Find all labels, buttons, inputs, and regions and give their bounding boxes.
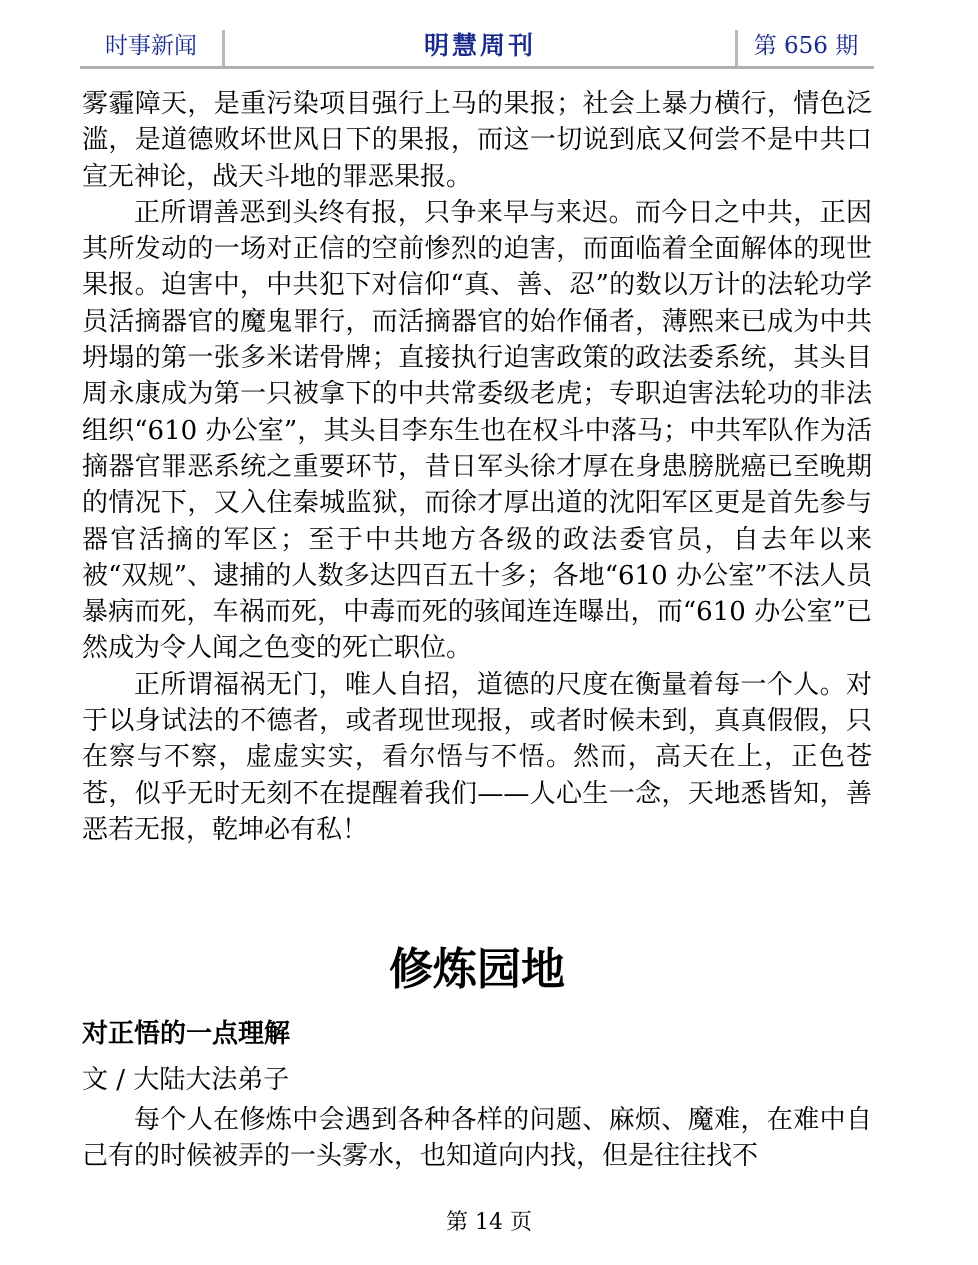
section-heading: 修炼园地	[389, 944, 565, 995]
article-body-2	[82, 1102, 872, 1175]
article-title: 对正悟的一点理解	[82, 1019, 291, 1049]
paragraph: 正所谓福祸无门，唯人自招，道德的尺度在衡量着每一个人。对于以身试法的不德者，或者现世现报，或者时候未到，真真假假，只在察与不察，虚虚实实，看尔悟与不悟。然而，高天在上，正色苍苍，似乎无时无刻不在提醒着我们——人心生一念，天地悉皆知，善恶若无报，乾坤必有私！	[82, 669, 872, 845]
page-header	[80, 30, 874, 70]
page-number: 第 14 页	[446, 1210, 532, 1235]
header-section-label: 时事新闻	[80, 30, 225, 66]
paragraph: 正所谓善恶到头终有报，只争来早与来迟。而今日之中共，正因其所发动的一场对正信的空前惨烈的迫害，而面临着全面解体的现世果报。迫害中，中共犯下对信仰“真、善、忍”的数以万计的法轮功学员活摘器官的魔鬼罪行，而活摘器官的始作俑者，薄熙来已成为中共坍塌的第一张多米诺骨牌；直接执行迫害政策的政法委系统，其头目周永康成为第一只被拿下的中共常委级老虎；专职迫害法轮功的非法组织“610 办公室”，其头目李东生也在权斗中落马；中共军队作为活摘器官罪恶系统之重要环节，昔日军头徐才厚在身患膀胱癌已至晚期的情况下，又入住秦城监狱，而徐才厚出道的沈阳军区更是首先参与器官活摘的军区；至于中共地方各级的政法委官员，自去年以来被“双规”、逮捕的人数多达四百五十多；各地“610 办公室”不法人员暴病而死，车祸而死，中毒而死的骇闻连连曝出，而“610 办公室”已然成为令人闻之色变的死亡职位。	[82, 197, 872, 664]
header-publication-title: 明慧周刊	[423, 31, 536, 60]
article-author: 文 / 大陆大法弟子	[82, 1065, 290, 1095]
header-issue-number: 第 656 期	[735, 30, 874, 66]
article-body	[82, 86, 872, 848]
header-divider	[80, 66, 874, 69]
paragraph-continued: 雾霾障天，是重污染项目强行上马的果报；社会上暴力横行，情色泛滥，是道德败坏世风日下的果报，而这一切说到底又何尝不是中共口宣无神论，战天斗地的罪恶果报。	[82, 89, 872, 192]
paragraph: 每个人在修炼中会遇到各种各样的问题、麻烦、魔难，在难中自己有的时候被弄的一头雾水，也知道向内找，但是往往找不	[82, 1105, 872, 1172]
